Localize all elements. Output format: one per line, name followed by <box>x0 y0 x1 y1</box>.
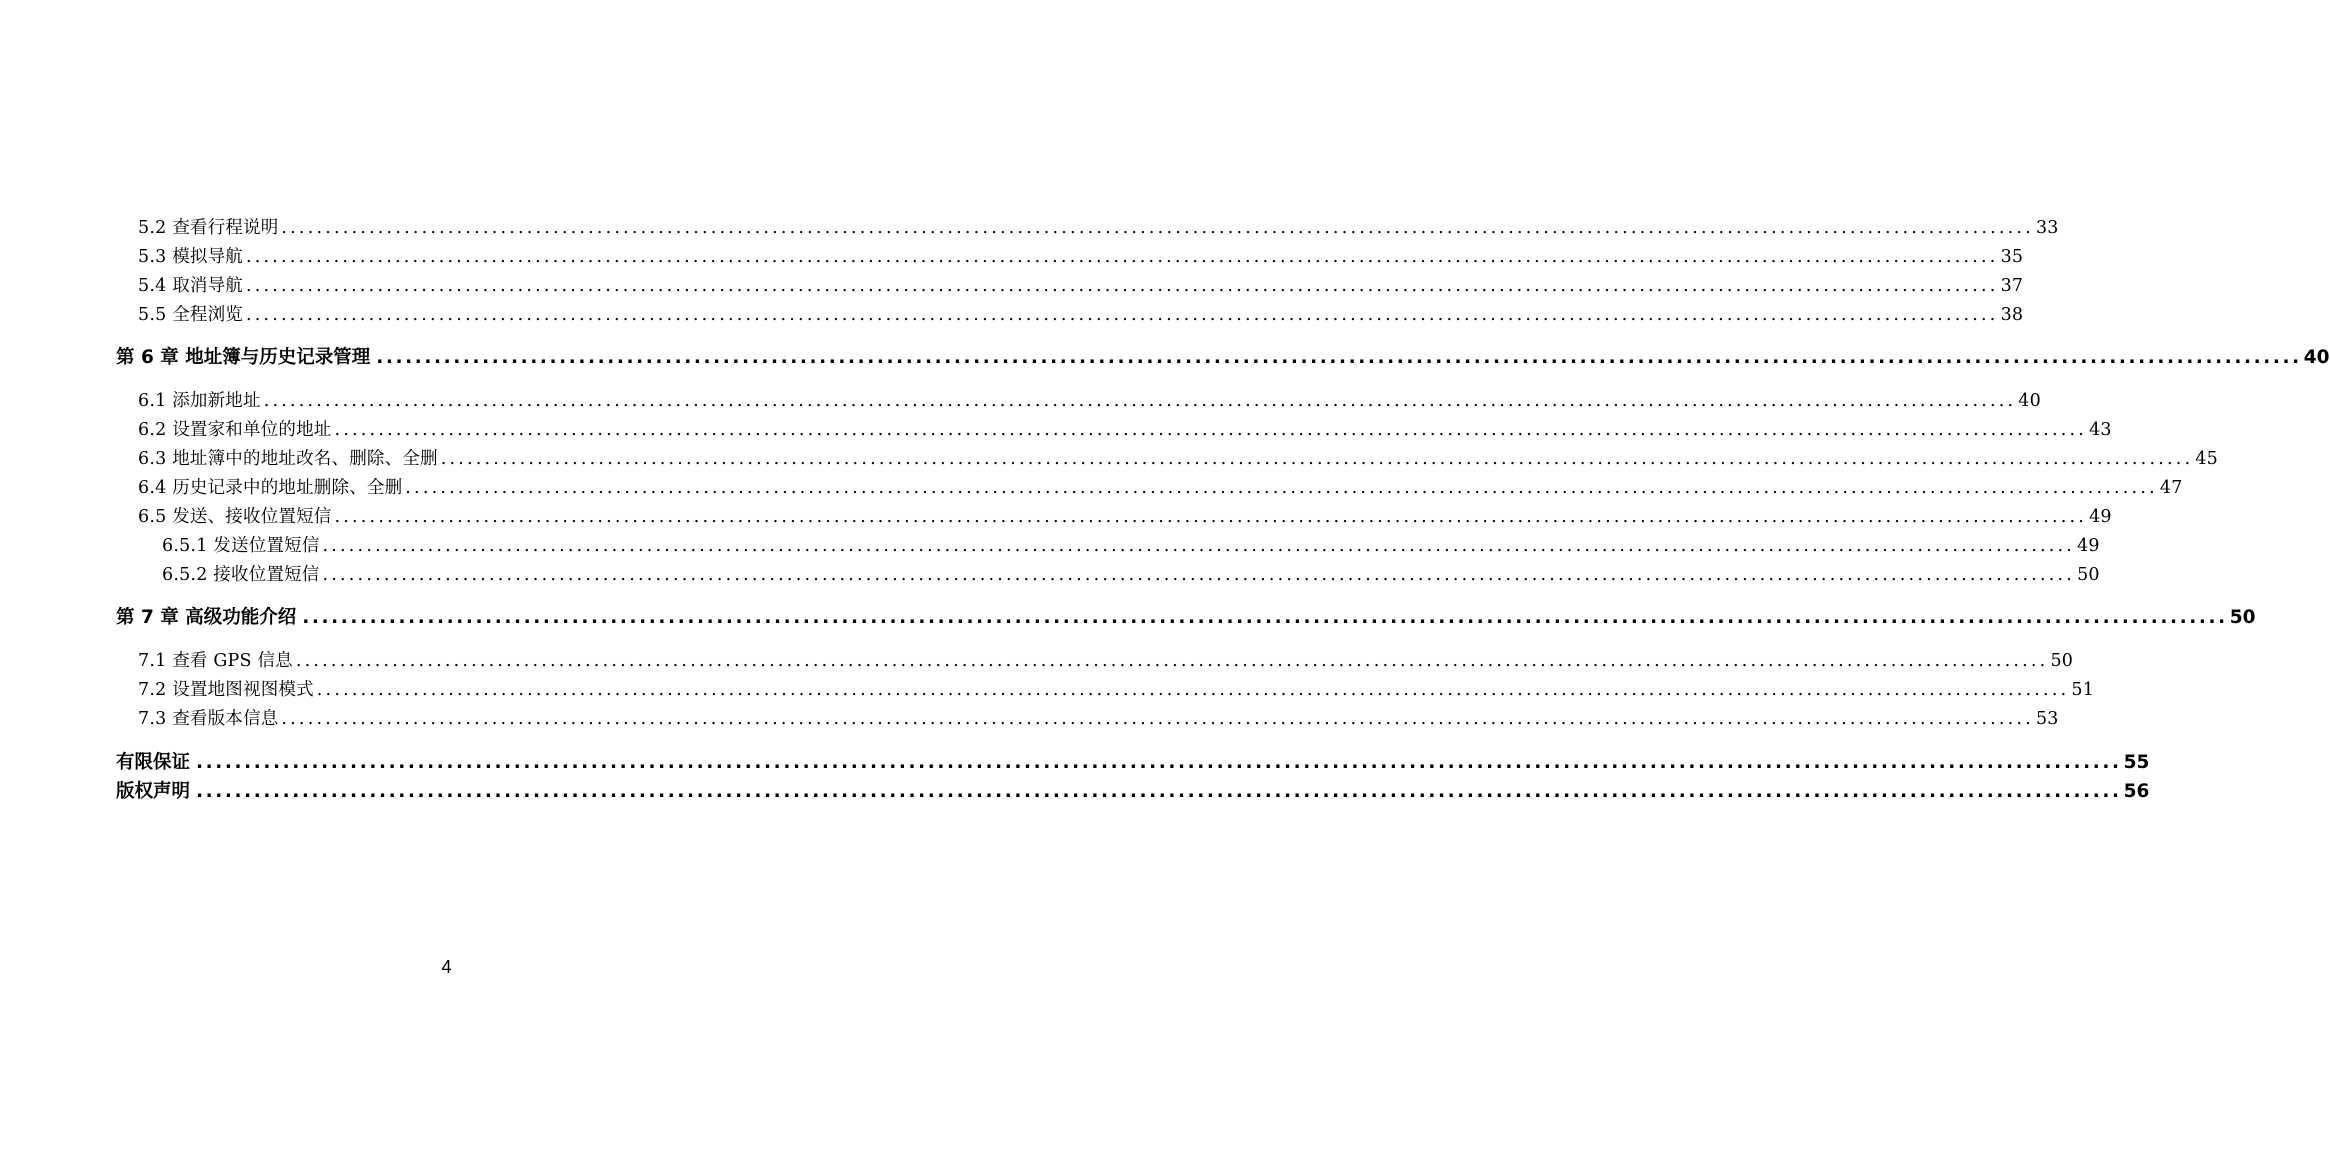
toc-entry-warranty[interactable] <box>116 748 2150 774</box>
dot-leader: ........................................................................................................................................................................................................ <box>281 218 2034 238</box>
toc-entry-6-1[interactable] <box>138 387 2041 412</box>
toc-chapter-6[interactable] <box>116 343 2330 369</box>
toc-entry-5-5[interactable] <box>138 301 2024 326</box>
toc-entry-label: 6.2 设置家和单位的地址 <box>138 420 332 440</box>
toc-entry-label: 7.3 查看版本信息 <box>138 709 279 729</box>
toc-chapter-label: 版权声明 <box>116 781 191 802</box>
dot-leader: ........................................................................................................................................................................................................ <box>316 680 2070 700</box>
dot-leader: ........................................................................................................................................................................................................ <box>246 247 1999 267</box>
dot-leader: ........................................................................................................................................................................................................ <box>246 276 1999 296</box>
toc-entry-label: 7.1 查看 GPS 信息 <box>138 651 293 671</box>
dot-leader: ........................................................................................................................................................................................................ <box>196 752 2122 773</box>
toc-entry-page: 50 <box>2050 651 2074 671</box>
dot-leader: ........................................................................................................................................................................................................ <box>302 607 2228 628</box>
toc-entry-page: 37 <box>2000 276 2024 296</box>
toc-chapter-page: 55 <box>2123 752 2150 773</box>
toc-entry-page: 33 <box>2035 218 2059 238</box>
toc-entry-page: 45 <box>2195 449 2218 469</box>
toc-entry-page: 47 <box>2159 478 2183 498</box>
toc-entry-label: 7.2 设置地图视图模式 <box>138 680 314 700</box>
toc-entry-copyright[interactable] <box>116 777 2150 803</box>
toc-entry-page: 51 <box>2071 680 2095 700</box>
dot-leader: ........................................................................................................................................................................................................ <box>376 347 2302 368</box>
dot-leader: ........................................................................................................................................................................................................ <box>322 565 2076 585</box>
dot-leader: ........................................................................................................................................................................................................ <box>281 709 2034 729</box>
dot-leader: ........................................................................................................................................................................................................ <box>322 536 2076 556</box>
dot-leader: ........................................................................................................................................................................................................ <box>440 449 2194 469</box>
toc-chapter-page: 56 <box>2123 781 2150 802</box>
toc-chapter-page: 50 <box>2229 607 2256 628</box>
dot-leader: ........................................................................................................................................................................................................ <box>295 651 2049 671</box>
toc-entry-label: 5.4 取消导航 <box>138 276 243 296</box>
toc-entry-label: 5.5 全程浏览 <box>138 305 243 325</box>
dot-leader: ........................................................................................................................................................................................................ <box>196 781 2122 802</box>
dot-leader: ........................................................................................................................................................................................................ <box>405 478 2158 498</box>
toc-entry-label: 6.5.2 接收位置短信 <box>162 565 320 585</box>
toc-entry-label: 6.5.1 发送位置短信 <box>162 536 320 556</box>
dot-leader: ........................................................................................................................................................................................................ <box>334 420 2088 440</box>
dot-leader: ........................................................................................................................................................................................................ <box>246 305 1999 325</box>
toc-entry-7-2[interactable] <box>138 676 2095 701</box>
toc-entry-label: 6.3 地址簿中的地址改名、删除、全删 <box>138 449 438 469</box>
toc-entry-5-3[interactable] <box>138 243 2024 268</box>
page-number: 4 <box>441 957 452 977</box>
toc-entry-6-5-1[interactable] <box>162 532 2100 557</box>
dot-leader: ........................................................................................................................................................................................................ <box>263 391 2017 411</box>
toc-chapter-7[interactable] <box>116 603 2256 629</box>
toc-entry-page: 40 <box>2018 391 2041 411</box>
toc-entry-label: 6.1 添加新地址 <box>138 391 261 411</box>
toc-entry-page: 38 <box>2000 305 2024 325</box>
toc-chapter-page: 40 <box>2303 347 2330 368</box>
toc-entry-label: 6.4 历史记录中的地址删除、全删 <box>138 478 403 498</box>
toc-entry-label: 6.5 发送、接收位置短信 <box>138 507 332 527</box>
toc-entry-page: 50 <box>2077 565 2100 585</box>
dot-leader: ........................................................................................................................................................................................................ <box>334 507 2088 527</box>
toc-entry-6-5[interactable] <box>138 503 2112 528</box>
toc-entry-7-1[interactable] <box>138 647 2074 672</box>
toc-entry-7-3[interactable] <box>138 705 2059 730</box>
toc-entry-page: 43 <box>2089 420 2112 440</box>
toc-entry-page: 35 <box>2000 247 2024 267</box>
toc-entry-5-4[interactable] <box>138 272 2024 297</box>
toc-entry-6-4[interactable] <box>138 474 2183 499</box>
toc-entry-label: 5.2 查看行程说明 <box>138 218 279 238</box>
toc-chapter-label: 第 7 章 高级功能介绍 <box>116 607 297 628</box>
toc-entry-6-5-2[interactable] <box>162 561 2100 586</box>
toc-chapter-label: 有限保证 <box>116 752 191 773</box>
toc-entry-6-3[interactable] <box>138 445 2218 470</box>
toc-entry-page: 49 <box>2089 507 2112 527</box>
toc-entry-page: 49 <box>2077 536 2100 556</box>
toc-entry-label: 5.3 模拟导航 <box>138 247 243 267</box>
toc-entry-5-2[interactable] <box>138 214 2059 239</box>
toc-chapter-label: 第 6 章 地址簿与历史记录管理 <box>116 347 371 368</box>
toc-entry-6-2[interactable] <box>138 416 2112 441</box>
toc-entry-page: 53 <box>2035 709 2059 729</box>
